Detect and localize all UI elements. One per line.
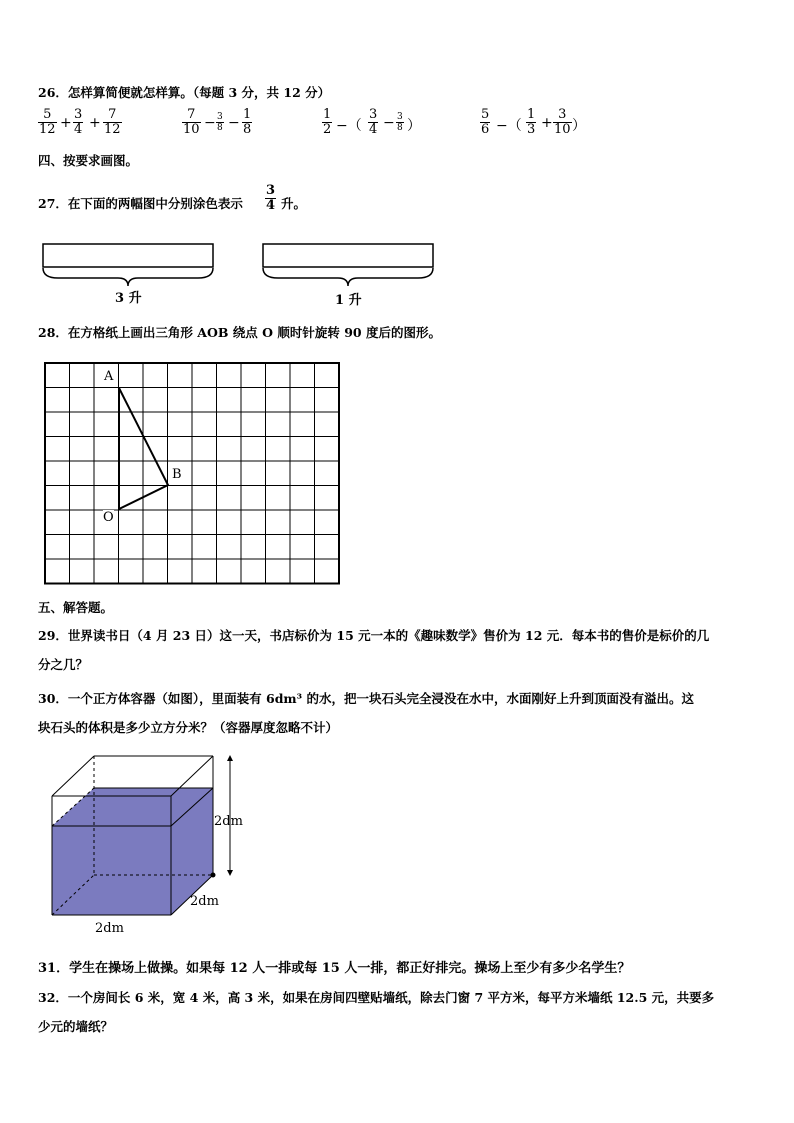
operator: ） [407, 118, 421, 134]
fraction: $\frac{1}{8}$ [243, 107, 252, 137]
fraction: $\frac{3}{10}$ [554, 107, 571, 137]
point-b-label: B [172, 467, 182, 482]
fraction: $\frac{3}{8}$ [397, 112, 403, 133]
fraction: $\frac{5}{12}$ [39, 107, 56, 137]
q32-line-1: 32．一个房间长 6 米，宽 4 米，高 3 米，如果在房间四壁贴墙纸，除去门窗 7 平方米，每平方米墙纸 12.5 元，共要多 [38, 990, 715, 1005]
fraction: $\frac{3}{4}$ [266, 183, 276, 213]
q29-line-1: 29．世界读书日（4 月 23 日）这一天，书店标价为 15 元一本的《趣味数学》售价为 12 元．每本书的售价是标价的几 [38, 628, 710, 643]
fraction: $\frac{3}{4}$ [74, 107, 83, 137]
water-volume [52, 788, 213, 915]
fraction: $\frac{7}{12}$ [104, 107, 121, 137]
grid-paper [45, 363, 339, 584]
section-4-heading: 四、按要求画图。 [38, 153, 139, 168]
depth-label: 2dm [190, 894, 219, 909]
q30-cube-figure [40, 748, 260, 923]
q26-title: 26．怎样算简便就怎样算。（每题 3 分，共 12 分） [38, 85, 331, 100]
q27-prefix: 27．在下面的两幅图中分别涂色表示 [38, 196, 243, 211]
operator: + [541, 115, 553, 131]
q30-line-1: 30．一个正方体容器（如图），里面装有 6dm³ 的水，把一块石头完全浸没在水中，水面刚好上升到顶面没有溢出。这 [38, 691, 694, 706]
operator: −（ [336, 118, 362, 134]
width-label: 2dm [95, 921, 124, 936]
q27-suffix: 升。 [281, 196, 307, 211]
fraction: $\frac{3}{4}$ [369, 107, 378, 137]
point-o-label: O [103, 510, 114, 525]
operator: − [228, 115, 240, 131]
bar-3-liters [43, 244, 213, 267]
q31-text: 31．学生在操场上做操。如果每 12 人一排或每 15 人一排，都正好排完。操场上至少有多少名学生？ [38, 961, 631, 976]
label-3-liters: 3 升 [115, 291, 142, 306]
q29-line-2: 分之几？ [38, 657, 89, 672]
point-a-label: A [104, 369, 114, 384]
fraction: $\frac{1}{2}$ [323, 107, 332, 137]
fraction: $\frac{1}{3}$ [527, 107, 536, 137]
operator: ） [572, 118, 586, 134]
section-5-heading: 五、解答题。 [38, 600, 114, 615]
brace-left [43, 268, 213, 286]
operator: − [383, 115, 395, 131]
q32-line-2: 少元的墙纸？ [38, 1019, 114, 1034]
operator: + [89, 115, 101, 131]
label-1-liter: 1 升 [335, 293, 362, 308]
cube-edge [52, 756, 94, 796]
q28-grid-figure [40, 358, 345, 586]
operator: −（ [496, 118, 522, 134]
operator: − [204, 115, 216, 131]
q30-line-2: 块石头的体积是多少立方分米？（容器厚度忽略不计） [38, 720, 339, 735]
operator: + [60, 115, 72, 131]
corner-point [211, 873, 216, 878]
height-label: 2dm [214, 814, 243, 829]
fraction: $\frac{3}{8}$ [217, 112, 223, 133]
fraction: $\frac{5}{6}$ [481, 107, 490, 137]
bar-1-liter [263, 244, 433, 267]
fraction: $\frac{7}{10}$ [183, 107, 200, 137]
q27-bars-figure [38, 238, 448, 308]
brace-right [263, 268, 433, 286]
q28-title: 28．在方格纸上画出三角形 AOB 绕点 O 顺时针旋转 90 度后的图形。 [38, 325, 441, 340]
